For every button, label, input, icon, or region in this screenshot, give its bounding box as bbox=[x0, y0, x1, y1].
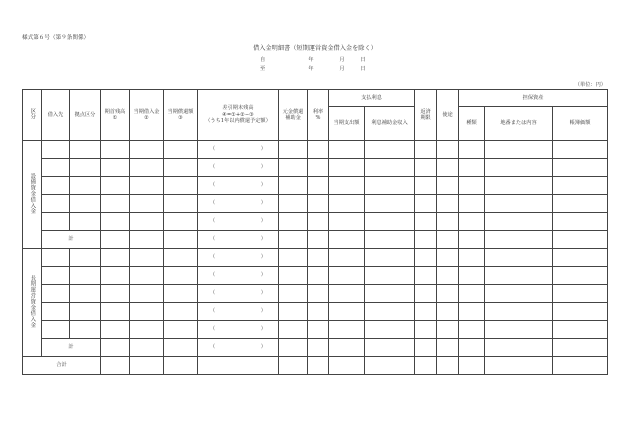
table-row bbox=[23, 303, 608, 321]
period-from-year: 年 bbox=[308, 57, 314, 63]
header-coll-value: 帳簿価額 bbox=[553, 107, 608, 141]
header-coll-type: 種類 bbox=[459, 107, 485, 141]
period-to-month: 月 bbox=[339, 66, 345, 72]
header-use: 使途 bbox=[437, 90, 459, 141]
period-from-month: 月 bbox=[339, 57, 345, 63]
subtotal-row-long-term bbox=[23, 339, 608, 357]
closing-cell: （ ） bbox=[198, 249, 279, 267]
period-from-day: 日 bbox=[360, 57, 366, 63]
closing-cell: （ ） bbox=[198, 141, 279, 159]
period-to-year: 年 bbox=[308, 66, 314, 72]
table-row bbox=[23, 141, 608, 159]
period-from bbox=[0, 56, 630, 63]
header-row bbox=[23, 90, 608, 107]
table-row bbox=[23, 177, 608, 195]
header-interest-paid: 当期支出額 bbox=[329, 107, 365, 141]
closing-cell: （ ） bbox=[198, 195, 279, 213]
closing-cell: （ ） bbox=[198, 177, 279, 195]
header-repaid: 当期償還額 ③ bbox=[164, 90, 198, 141]
header-opening: 期首残高 ① bbox=[101, 90, 130, 141]
header-interest: 支払利息 bbox=[329, 90, 415, 107]
closing-cell: （ ） bbox=[198, 285, 279, 303]
header-interest-subsidy: 利息補助金収入 bbox=[365, 107, 415, 141]
subtotal-row-equipment bbox=[23, 231, 608, 249]
header-coll-address: 地番または内容 bbox=[485, 107, 553, 141]
table-row bbox=[23, 213, 608, 231]
closing-cell: （ ） bbox=[198, 339, 279, 357]
header-deadline: 返済 期限 bbox=[415, 90, 437, 141]
period-to-day: 日 bbox=[360, 66, 366, 72]
section-equipment: 設備資金借入金 bbox=[23, 141, 42, 249]
loan-ledger-table bbox=[22, 89, 608, 375]
form-number: 様式第６号（第９条関係） bbox=[22, 35, 90, 41]
table-row bbox=[23, 285, 608, 303]
period-to bbox=[0, 65, 630, 72]
period-to-label: 至 bbox=[260, 66, 266, 72]
header-rate: 利率 % bbox=[308, 90, 329, 141]
table-row bbox=[23, 249, 608, 267]
table-row bbox=[23, 321, 608, 339]
table-row bbox=[23, 195, 608, 213]
subtotal-label: 計 bbox=[42, 339, 101, 357]
header-closing: 差引期末残高 ④=①+②−③ （うち1年以内償還予定額） bbox=[198, 90, 279, 141]
unit-label: （単位：円） bbox=[574, 82, 606, 88]
header-facility: 拠点区分 bbox=[70, 90, 101, 141]
closing-cell: （ ） bbox=[198, 231, 279, 249]
header-collateral: 担保資産 bbox=[459, 90, 608, 107]
closing-cell: （ ） bbox=[198, 267, 279, 285]
closing-cell: （ ） bbox=[198, 303, 279, 321]
header-subsidy: 元金償還 補助金 bbox=[279, 90, 308, 141]
header-borrowed: 当期借入金 ② bbox=[130, 90, 164, 141]
subtotal-label: 計 bbox=[42, 231, 101, 249]
section-long-term: 長期運営資金借入金 bbox=[23, 249, 42, 357]
table-row bbox=[23, 267, 608, 285]
period-from-label: 自 bbox=[260, 57, 266, 63]
closing-cell: （ ） bbox=[198, 213, 279, 231]
table-row bbox=[23, 159, 608, 177]
document-title: 借入金明細書（短期運営資金借入金を除く） bbox=[253, 45, 377, 52]
grand-total-row bbox=[23, 357, 608, 375]
header-kubun: 区分 bbox=[23, 90, 42, 141]
closing-cell: （ ） bbox=[198, 321, 279, 339]
grand-total-label: 合計 bbox=[23, 357, 101, 375]
closing-cell: （ ） bbox=[198, 159, 279, 177]
header-borrower: 借入先 bbox=[42, 90, 70, 141]
